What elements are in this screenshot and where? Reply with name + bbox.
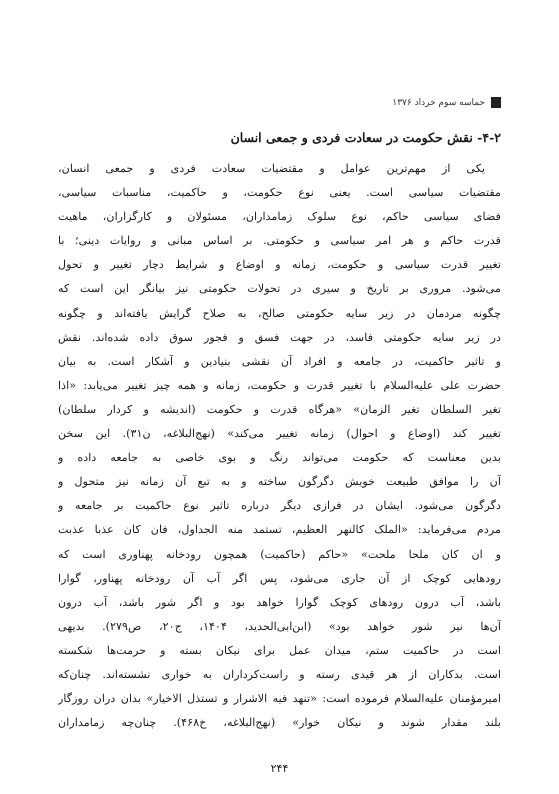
text-line: آن را موافق طبیعت خویش دگرگون ساخته و به تبع آن زمانه نیز متحول و [58,475,501,489]
text-line: می‌شود. مروری بر تاریخ و سیری در تحولات حکومتی نیز بیانگر این است که [58,282,501,296]
text-line: تغییر کند (اوضاع و احوال) زمانه تغییر می‌کند» (نهج‌البلاغه، ن۳۱). این سخن [58,427,501,441]
running-head [61,97,501,108]
text-line: و ان کان ملحا ملحت» «حاکم (حاکمیت) همچون رودخانه پهناوری است که [58,547,501,561]
text-line: حضرت علی علیه‌السلام با تغییر قدرت و حکومت، زمانه و همه چیز تغییر می‌یابد: «اذا [58,378,501,392]
text-line: باشد، آب درون رودهای کوچک گوارا خواهد بود و اگر شور باشد، آب درون [58,595,501,609]
text-line: مقتضیات سیاسی است. یعنی نوع حکومت، و حاکمیت، مناسبات سیاسی، [58,186,501,200]
text-line: یکی از مهم‌ترین عوامل و مقتضیات سعادت فردی و جمعی انسان، [58,162,485,175]
text-line: است در حاکمیت ستم، میدان عمل برای نیکان بسته و حرمت‌ها شکسته [58,643,501,657]
text-line: قدرت حاکم و هر امر سیاسی و حکومتی. بر اساس مبانی و روایات دینی؛ با [58,234,501,248]
section-heading: ۴-۲- نقش حکومت در سعادت فردی و جمعی انسان [230,130,501,145]
text-line: است. بدکاران از هر قیدی رسته و راست‌کرداران به خواری نشسته‌اند. چنان‌که [58,667,501,681]
text-line: رودهایی کوچک از آن جاری می‌شود، پس اگر آب آن رودخانه پهناور، گوارا [58,571,501,585]
text-line: فضای سیاسی حاکم، نوع سلوک زمامداران، مسئولان و کارگزاران، ماهیت [58,210,501,224]
text-line: تغییر قدرت سیاسی و حکومت، زمانه و اوضاع و شرایط دچار تغییر و تحول [58,258,501,272]
text-line: آن‌ها نیز شور خواهد بود» (ابن‌ابی‌الحدید، ۱۴۰۴، ج۲۰، ص۲۷۹). بدیهی [58,619,501,633]
text-line: دگرگون می‌شود. ایشان در فرازی دیگر درباره تاثیر نوع حاکمیت بر جامعه و [58,499,501,513]
text-line: مردم می‌فرماید: «الملک کالنهر العظیم، تستمد منه الجداول، فان کان عذبا عذبت [58,523,501,537]
running-head-title: حماسه سوم خرداد ۱۳۷۶ [392,97,485,108]
text-line: امیرمؤمنان علیه‌السلام فرموده است: «تنهد فیه الاشرار و تستذل الاخیار» بدان دران روزگار [58,692,501,706]
page-number: ۲۴۴ [270,762,289,775]
text-line: بدین معناست که حکومت می‌تواند رنگ و بوی خاصی به جامعه داده و [58,451,501,465]
text-line: و تاثیر حاکمیت، در جامعه و افراد آن نقشی بنیادین و آشکار است. به بیان [58,354,501,368]
text-line: در زیر سایه حکومتی فاسد، در جهت فسق و فجور سوق داده شده‌اند. نقش [58,330,501,344]
body-text [58,157,501,735]
running-head-ornament [491,97,501,108]
text-line: بلند مقدار شوند و نیکان خوار» (نهج‌البلاغه، خ۴۶۸). چنان‌چه زمامداران [58,716,501,730]
text-line: تغیر السلطان تغیر الزمان» «هرگاه قدرت و حکومت (اندیشه و کردار سلطان) [58,402,501,416]
text-line: چگونه مردمان در زیر سایه حکومتی صالح، به صلاح گرایش یافته‌اند و چگونه [58,306,501,320]
